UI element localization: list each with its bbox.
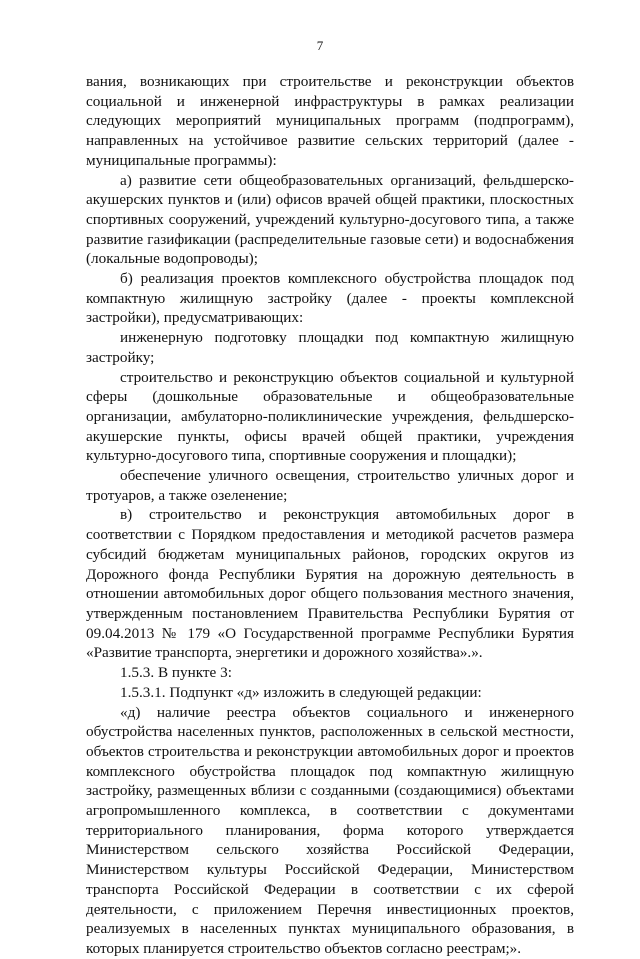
paragraph-street-lighting: обеспечение уличного освещения, строительство уличных дорог и тротуаров, а также озеленение; xyxy=(86,467,574,504)
paragraph-item-d: «д) наличие реестра объектов социального и инженерного обустройства населенных пунктов, расположенных в сельской местности, объектов строительства и реконструкции автомобильных дорог и проектов комплексного обустройства площадок под компактную жилищную застройку, размещенных вблизи с созданными (создающимися) объектами агропромышленного комплекса, в соответствии с документами территориального планирования, форма которого утверждается Министерством сельского хозяйства Российской Федерации, Министерством культуры Российской Федерации, Министерством транспорта Российской Федерации в соответствии с их сферой деятельности, с приложением Перечня инвестиционных проектов, реализуемых в населенных пунктах муниципального образования, в которых планируется строительство объектов согласно реестрам;». xyxy=(86,703,574,957)
paragraph-continuation: вания, возникающих при строительстве и реконструкции объектов социальной и инженерной инфраструктуры в рамках реализации следующих мероприятий муниципальных программ (подпрограмм), направленных на устойчивое развитие сельских территорий (далее - муниципальные программы): xyxy=(86,73,574,169)
paragraph-clause-1-5-3: 1.5.3. В пункте 3: xyxy=(120,664,232,682)
paragraph-clause-1-5-3-1: 1.5.3.1. Подпункт «д» изложить в следующей редакции: xyxy=(120,683,482,701)
paragraph-item-v: в) строительство и реконструкция автомобильных дорог в соответствии с Порядком предоставления и методикой расчетов размера субсидий бюджетам муниципальных районов, городских округов из Дорожного фонда Республики Бурятия на дорожную деятельность в отношении автомобильных дорог общего пользования местного значения, утвержденным постановлением Правительства Республики Бурятия от 09.04.2013 № 179 «О Государственной программе Республики Бурятия «Развитие транспорта, энергетики и дорожного хозяйства».». xyxy=(86,506,574,662)
document-body xyxy=(86,72,574,959)
paragraph-engineering-prep: инженерную подготовку площадки под компактную жилищную застройку; xyxy=(86,329,574,366)
paragraph-item-a: а) развитие сети общеобразовательных организаций, фельдшерско-акушерских пунктов и (или) офисов врачей общей практики, плоскостных спортивных сооружений, учреждений культурно-досугового типа, а также развитие газификации (распределительные газовые сети) и водоснабжения (локальные водопроводы); xyxy=(86,171,574,268)
page-number: 7 xyxy=(316,38,324,53)
paragraph-social-construction: строительство и реконструкцию объектов социальной и культурной сферы (дошкольные образовательные и общеобразовательные организации, амбулаторно-поликлинические учреждения, фельдшерско-акушерские пункты, офисы врачей общей практики, учреждения культурно-досугового типа, спортивные сооружения и площадки); xyxy=(86,368,574,465)
paragraph-item-b: б) реализация проектов комплексного обустройства площадок под компактную жилищную застройку (далее - проекты комплексной застройки), предусматривающих: xyxy=(86,270,574,327)
